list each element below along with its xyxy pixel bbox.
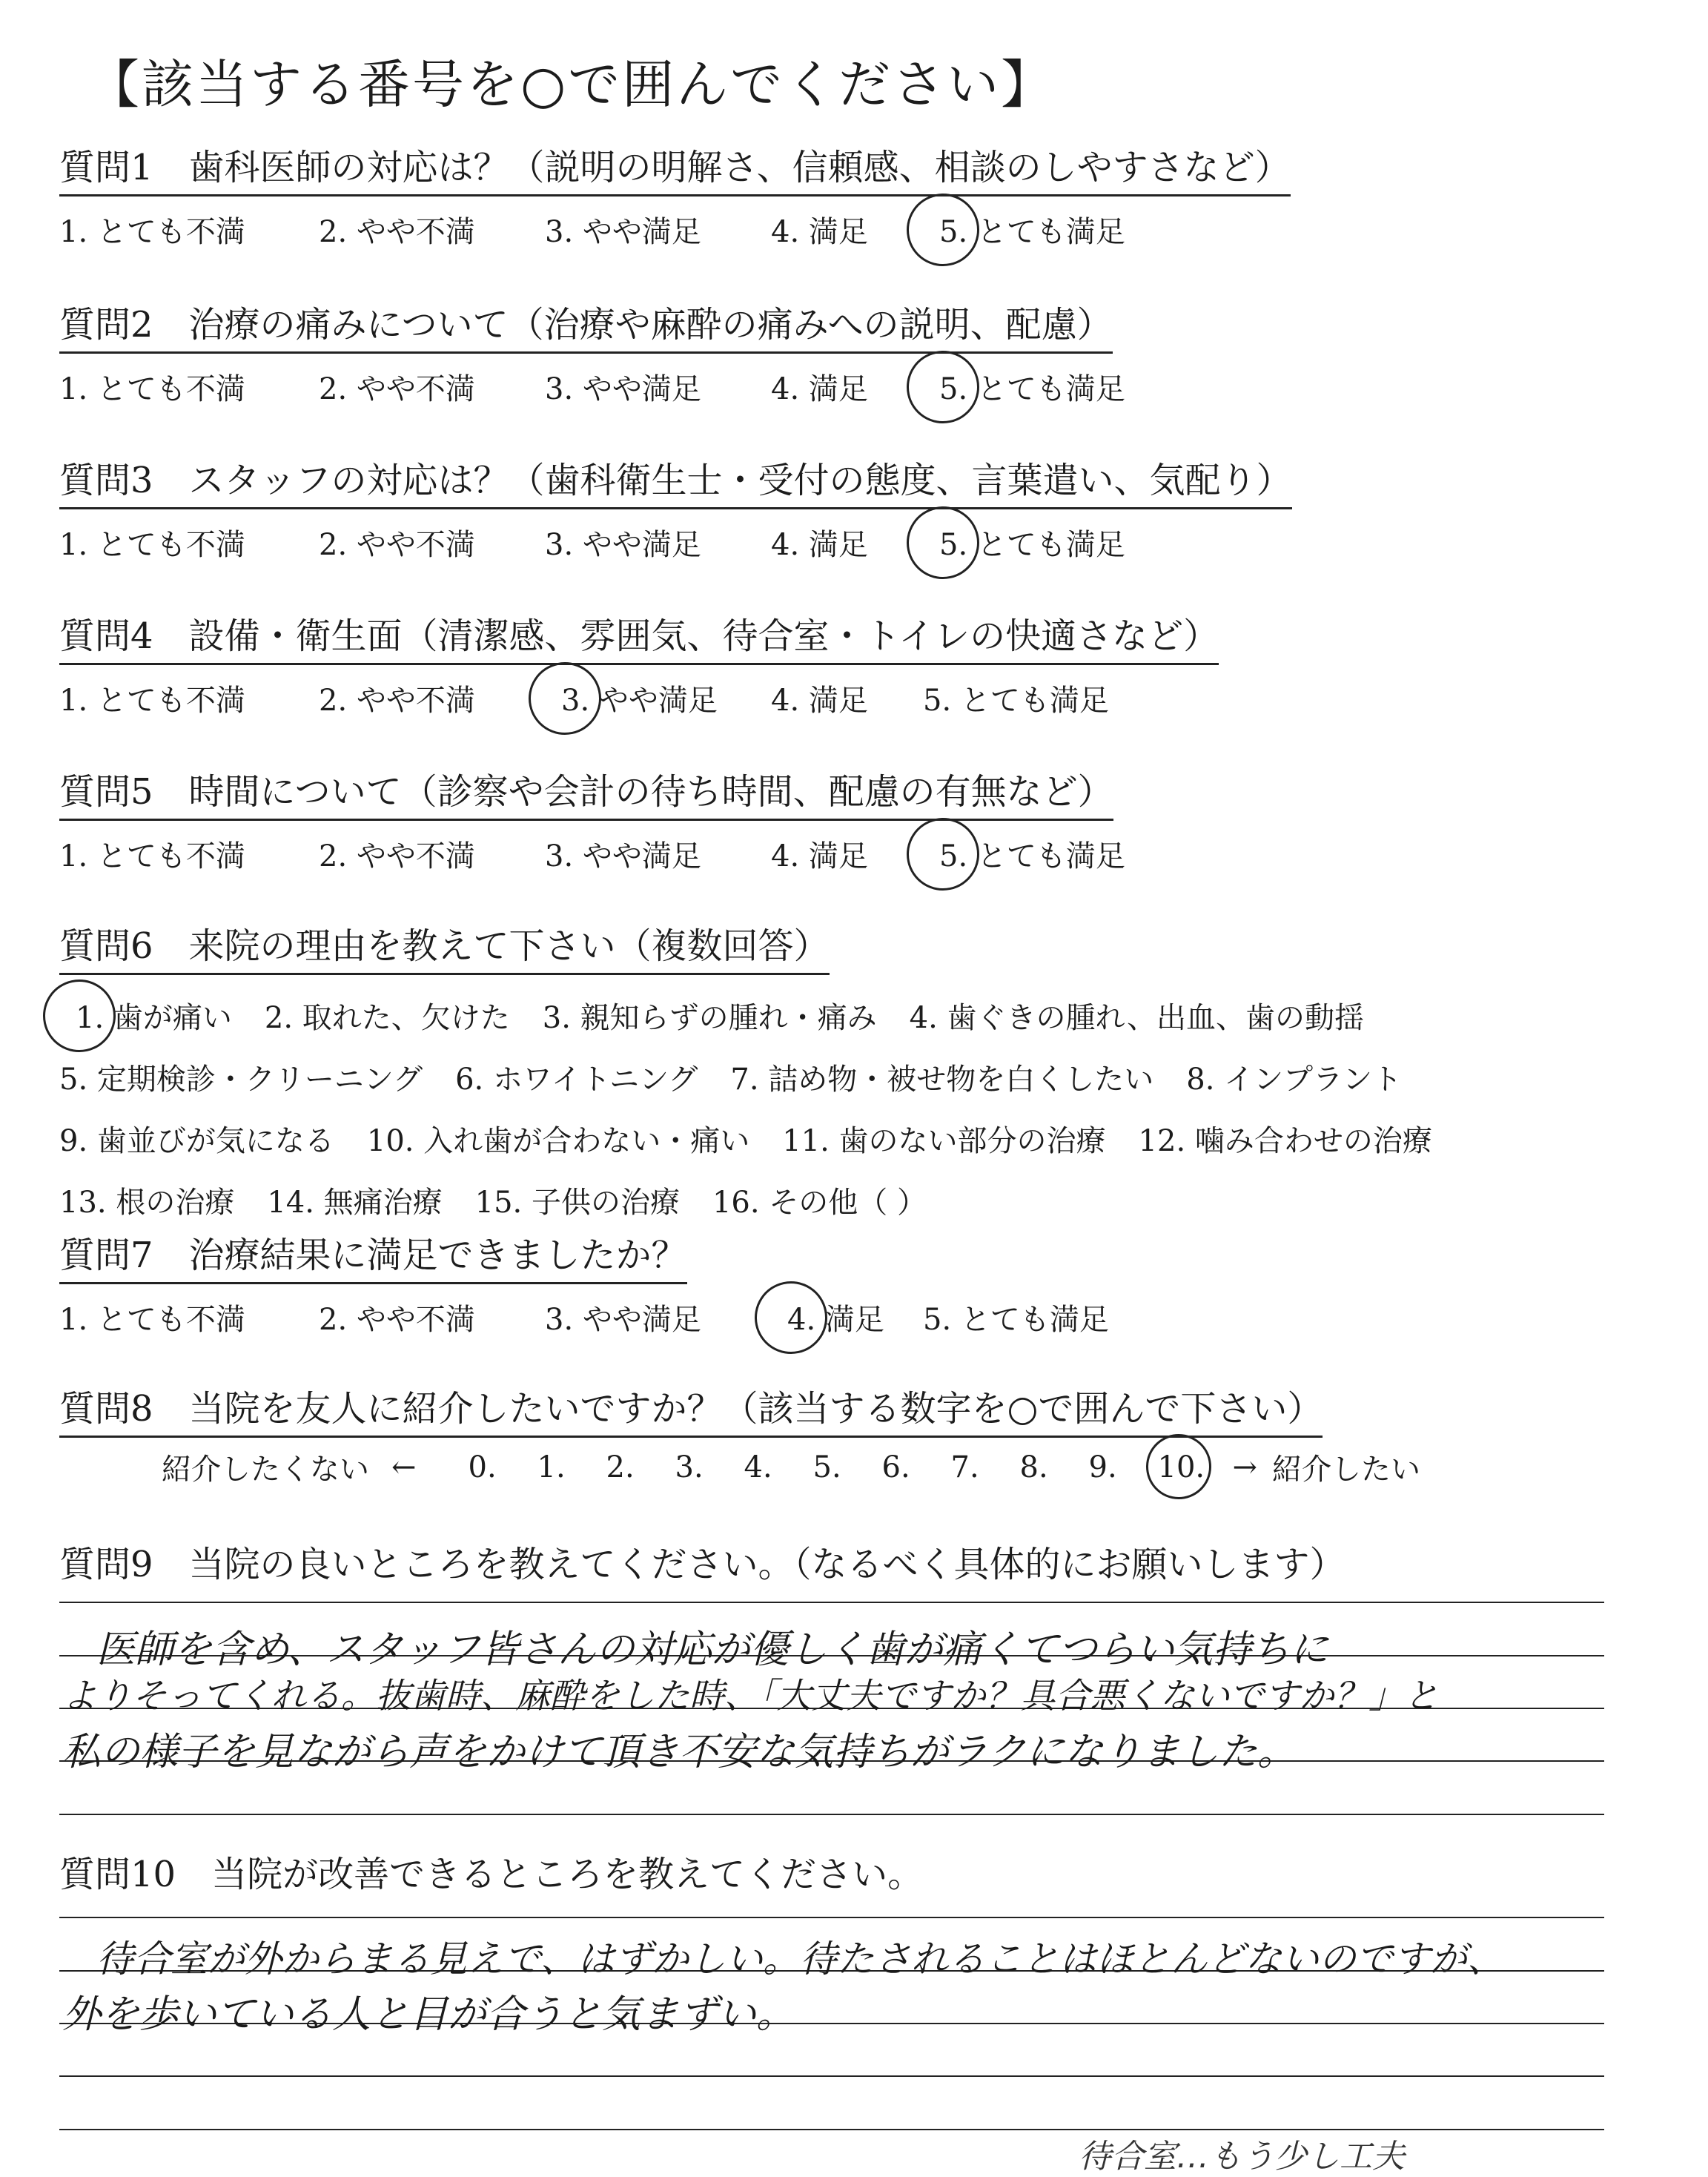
scale-5[interactable]: 5. <box>812 1450 841 1484</box>
question-4 <box>59 615 1219 719</box>
option-1[interactable]: 1. とても不満 <box>59 1302 245 1337</box>
option-1[interactable]: 1. とても不満 <box>59 371 245 406</box>
rating-options <box>59 208 1291 251</box>
reason-6[interactable]: 6. ホワイトニング <box>455 1062 698 1097</box>
scale-10-selected[interactable]: 10. <box>1158 1450 1227 1484</box>
option-3-selected[interactable]: 3. やや満足 <box>561 683 718 718</box>
rating-options <box>59 1296 1109 1338</box>
recommend-scale <box>162 1446 1443 1488</box>
reason-9[interactable]: 9. 歯並びが気になる <box>59 1123 334 1158</box>
option-5-selected[interactable]: 5. とても満足 <box>939 839 1125 873</box>
question-title: 質問3 スタッフの対応は？（歯科衛生士・受付の態度、言葉遣い、気配り） <box>59 460 1292 509</box>
reason-4[interactable]: 4. 歯ぐきの腫れ、出血、歯の動揺 <box>909 1000 1364 1035</box>
question-9 <box>59 1544 1345 1591</box>
scale-4[interactable]: 4. <box>744 1450 772 1484</box>
question-title: 質問6 来院の理由を教えて下さい（複数回答） <box>59 925 830 975</box>
handwritten-answer-line: 私の様子を見ながら声をかけて頂き不安な気持ちがラクになりました。 <box>62 1730 1297 1774</box>
option-4[interactable]: 4. 満足 <box>771 527 868 562</box>
option-2[interactable]: 2. やや不満 <box>319 371 475 406</box>
rule-line <box>59 1814 1604 1815</box>
option-1[interactable]: 1. とても不満 <box>59 839 245 873</box>
reason-1-selected[interactable]: 1. 歯が痛い <box>76 1000 232 1035</box>
rating-options <box>59 833 1125 875</box>
handwritten-answer-line: 外を歩いている人と目が合うと気まずい。 <box>62 1992 795 2037</box>
rating-options <box>59 677 1219 719</box>
rule-line <box>59 1602 1604 1603</box>
option-4[interactable]: 4. 満足 <box>771 371 868 406</box>
question-1 <box>59 147 1291 251</box>
reason-14[interactable]: 14. 無痛治療 <box>267 1185 443 1220</box>
reason-12[interactable]: 12. 噛み合わせの治療 <box>1138 1123 1432 1158</box>
option-3[interactable]: 3. やや満足 <box>545 839 701 873</box>
reason-2[interactable]: 2. 取れた、欠けた <box>264 1000 510 1035</box>
reason-5[interactable]: 5. 定期検診・クリーニング <box>59 1062 423 1097</box>
question-title: 質問8 当院を友人に紹介したいですか？（該当する数字を○で囲んで下さい） <box>59 1388 1323 1438</box>
rating-options <box>59 366 1125 408</box>
scale-left-label: 紹介したくない <box>162 1453 369 1487</box>
option-5[interactable]: 5. とても満足 <box>923 1302 1109 1337</box>
option-1[interactable]: 1. とても不満 <box>59 214 245 249</box>
option-4[interactable]: 4. 満足 <box>771 839 868 873</box>
reason-13[interactable]: 13. 根の治療 <box>59 1185 235 1220</box>
reason-8[interactable]: 8. インプラント <box>1186 1062 1403 1097</box>
question-title: 質問10 当院が改善できるところを教えてください。 <box>59 1854 924 1895</box>
option-5-selected[interactable]: 5. とても満足 <box>939 371 1125 406</box>
scale-8[interactable]: 8. <box>1019 1450 1048 1484</box>
option-3[interactable]: 3. やや満足 <box>545 214 701 249</box>
question-7 <box>59 1235 1109 1338</box>
question-title: 質問2 治療の痛みについて（治療や麻酔の痛みへの説明、配慮） <box>59 304 1113 354</box>
option-5-selected[interactable]: 5. とても満足 <box>939 527 1125 562</box>
reason-row <box>59 1117 1465 1160</box>
option-3[interactable]: 3. やや満足 <box>545 371 701 406</box>
option-3[interactable]: 3. やや満足 <box>545 1302 701 1337</box>
question-title: 質問1 歯科医師の対応は？（説明の明解さ、信頼感、相談のしやすさなど） <box>59 147 1291 196</box>
rule-line <box>59 1917 1604 1918</box>
rating-options <box>59 521 1292 564</box>
scale-2[interactable]: 2. <box>606 1450 635 1484</box>
question-8 <box>59 1388 1323 1438</box>
scale-1[interactable]: 1. <box>537 1450 566 1484</box>
reason-10[interactable]: 10. 入れ歯が合わない・痛い <box>366 1123 750 1158</box>
handwritten-answer-line: 待合室が外からまる見えで、はずかしい。待たされることはほとんどないのですが、 <box>96 1938 1504 1981</box>
scale-3[interactable]: 3. <box>675 1450 704 1484</box>
option-2[interactable]: 2. やや不満 <box>319 683 475 718</box>
reason-row <box>59 994 1465 1037</box>
left-arrow-icon: ← <box>391 1450 417 1484</box>
option-4[interactable]: 4. 満足 <box>771 214 868 249</box>
scale-9[interactable]: 9. <box>1088 1450 1117 1484</box>
question-title: 質問5 時間について（診察や会計の待ち時間、配慮の有無など） <box>59 771 1113 821</box>
option-2[interactable]: 2. やや不満 <box>319 214 475 249</box>
option-5-selected[interactable]: 5. とても満足 <box>939 214 1125 249</box>
rule-line <box>59 2075 1604 2077</box>
scale-right-label: 紹介したい <box>1272 1453 1421 1487</box>
option-3[interactable]: 3. やや満足 <box>545 527 701 562</box>
option-1[interactable]: 1. とても不満 <box>59 527 245 562</box>
question-title: 質問4 設備・衛生面（清潔感、雰囲気、待合室・トイレの快適さなど） <box>59 615 1219 665</box>
question-3 <box>59 460 1292 564</box>
question-2 <box>59 304 1125 408</box>
reason-row <box>59 1056 1465 1098</box>
question-10 <box>59 1854 923 1901</box>
option-4-selected[interactable]: 4. 満足 <box>787 1302 884 1337</box>
question-6 <box>59 925 1465 1221</box>
reason-row <box>59 1179 1465 1221</box>
option-2[interactable]: 2. やや不満 <box>319 527 475 562</box>
option-4[interactable]: 4. 満足 <box>771 683 868 718</box>
option-5[interactable]: 5. とても満足 <box>923 683 1109 718</box>
scale-0[interactable]: 0. <box>468 1450 497 1484</box>
reason-15[interactable]: 15. 子供の治療 <box>474 1185 680 1220</box>
question-title: 質問7 治療結果に満足できましたか？ <box>59 1235 687 1284</box>
handwritten-answer-line: 医師を含め、スタッフ皆さんの対応が優しく歯が痛くてつらい気持ちに <box>96 1628 1328 1672</box>
option-2[interactable]: 2. やや不満 <box>319 839 475 873</box>
right-arrow-icon: → <box>1232 1450 1258 1484</box>
option-2[interactable]: 2. やや不満 <box>319 1302 475 1337</box>
reason-11[interactable]: 11. 歯のない部分の治療 <box>782 1123 1106 1158</box>
handwritten-answer-line: よりそってくれる。抜歯時、麻酔をした時、「大丈夫ですか？具合悪くないですか？」と <box>62 1676 1439 1717</box>
reason-3[interactable]: 3. 親知らずの腫れ・痛み <box>542 1000 877 1035</box>
reason-7[interactable]: 7. 詰め物・被せ物を白くしたい <box>730 1062 1154 1097</box>
scale-7[interactable]: 7. <box>950 1450 979 1484</box>
question-5 <box>59 771 1125 875</box>
handwritten-corner-note: 待合室…もう少し工夫 <box>1079 2138 1405 2176</box>
page-title: 【該当する番号を○で囲んでください】 <box>87 54 1056 115</box>
scale-6[interactable]: 6. <box>881 1450 910 1484</box>
reason-16-other[interactable]: 16. その他（ ） <box>712 1185 927 1220</box>
question-title: 質問9 当院の良いところを教えてください。（なるべく具体的にお願いします） <box>59 1544 1345 1585</box>
option-1[interactable]: 1. とても不満 <box>59 683 245 718</box>
